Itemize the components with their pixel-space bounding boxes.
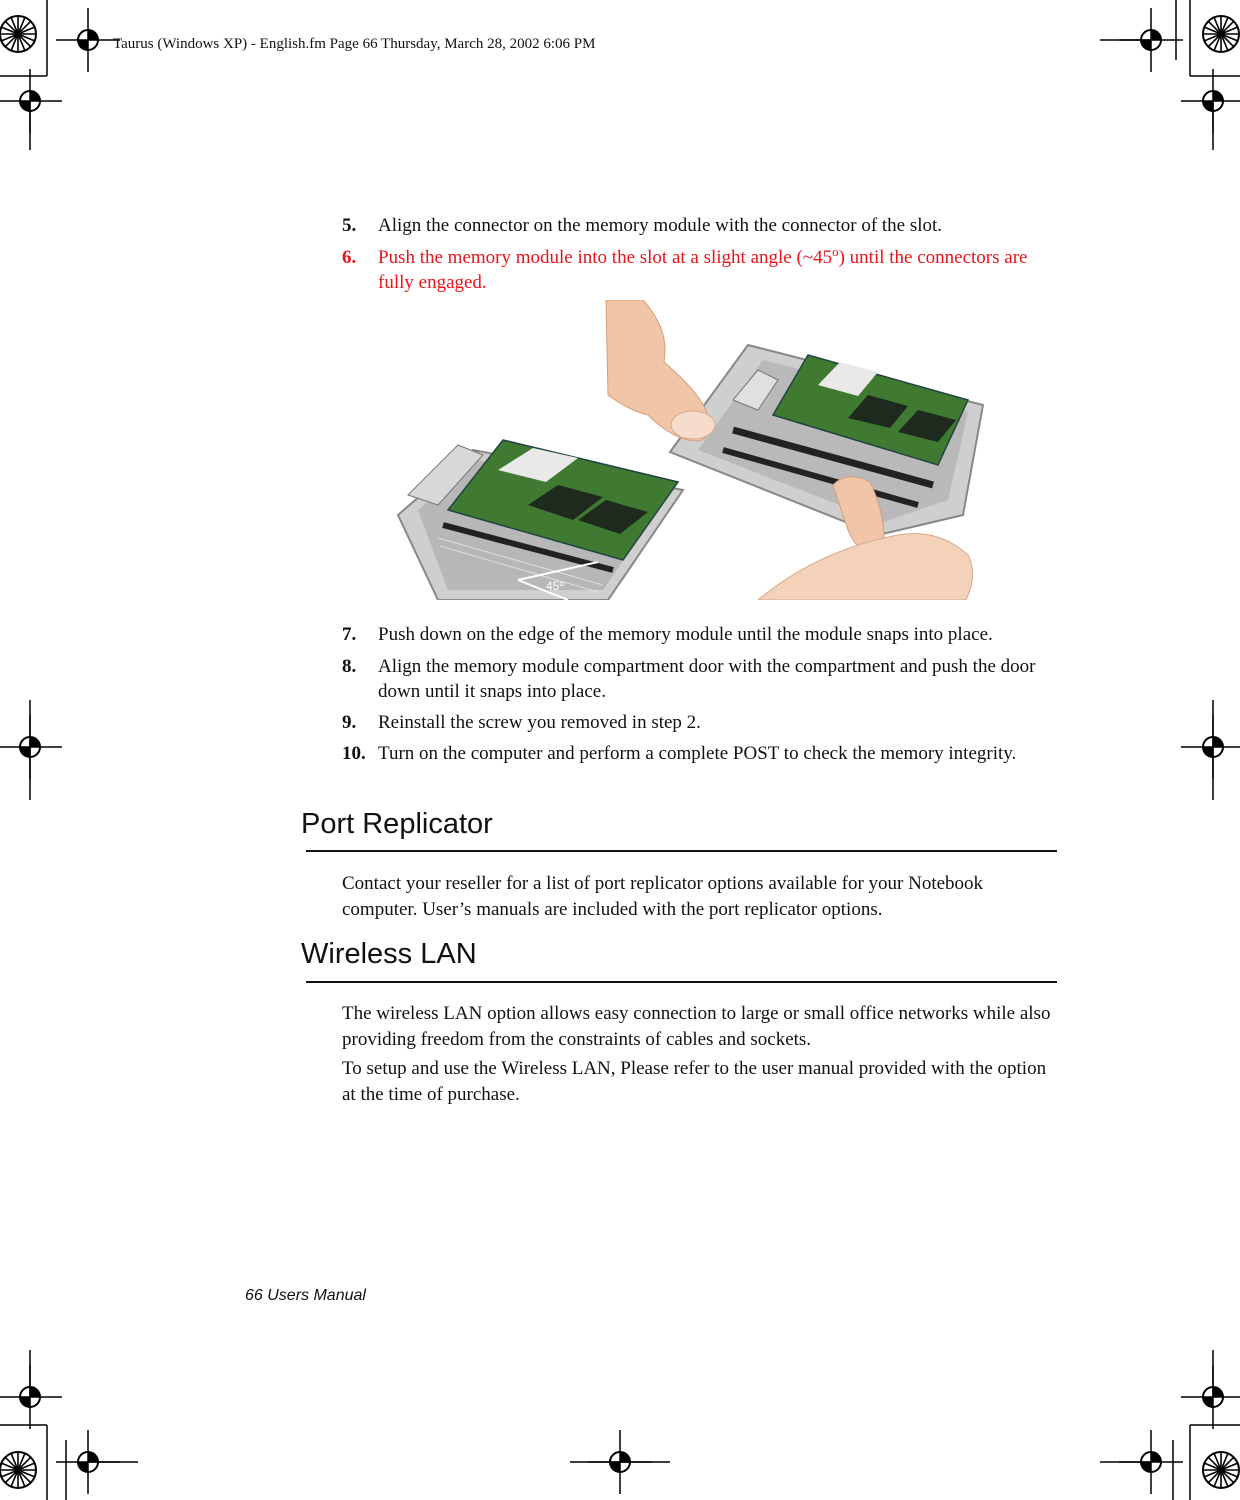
section-title-wireless-lan: Wireless LAN xyxy=(301,938,477,970)
degree-superscript: o xyxy=(832,244,839,259)
step-text: Push down on the edge of the memory module until the module snaps into place. xyxy=(378,624,993,645)
page-footer: 66 Users Manual xyxy=(245,1287,366,1304)
step-8 xyxy=(342,654,1057,704)
corner-star-mark xyxy=(0,1452,36,1488)
step-text: Align the memory module compartment door with the compartment and push the door down until it snaps into place. xyxy=(378,656,1036,702)
corner-star-mark xyxy=(1203,1452,1239,1488)
memory-module-photo xyxy=(378,300,988,600)
wireless-lan-paragraph-2: To setup and use the Wireless LAN, Please refer to the user manual provided with the option at the time of purchase. xyxy=(342,1058,1047,1105)
step-text: Align the connector on the memory module with the connector of the slot. xyxy=(378,215,943,236)
step-5 xyxy=(342,213,1057,238)
step-number: 10. xyxy=(342,743,366,764)
step-number: 9. xyxy=(342,712,357,733)
framemaker-header: Taurus (Windows XP) - English.fm Page 66 Thursday, March 28, 2002 6:06 PM xyxy=(113,36,596,52)
step-text: Push the memory module into the slot at a slight angle (~45$^o$) until the connectors are fully engaged. xyxy=(378,244,1028,293)
step-number: 5. xyxy=(342,215,357,236)
step-6 xyxy=(342,245,1057,295)
step-number: 6. xyxy=(342,247,357,268)
section-title-port-replicator: Port Replicator xyxy=(301,808,493,840)
wireless-lan-paragraph-1: The wireless LAN option allows easy connection to large or small office networks while also providing freedom from the constraints of cables and sockets. xyxy=(342,1003,1051,1050)
step-text: Turn on the computer and perform a complete POST to check the memory integrity. xyxy=(378,743,1017,764)
step-9 xyxy=(342,710,1057,735)
step-number: 7. xyxy=(342,624,357,645)
port-replicator-paragraph: Contact your reseller for a list of port replicator options available for your Notebook computer. User’s manuals are included with the port replicator options. xyxy=(342,873,984,920)
step-text: Reinstall the screw you removed in step 2. xyxy=(378,712,701,733)
section-rule xyxy=(306,850,1057,852)
corner-star-mark xyxy=(0,16,36,52)
step-number: 8. xyxy=(342,656,357,677)
angle-label: 45º xyxy=(546,579,564,593)
section-rule xyxy=(306,981,1057,983)
step-7 xyxy=(342,622,1057,647)
step-10 xyxy=(342,741,1022,766)
corner-star-mark xyxy=(1203,16,1239,52)
